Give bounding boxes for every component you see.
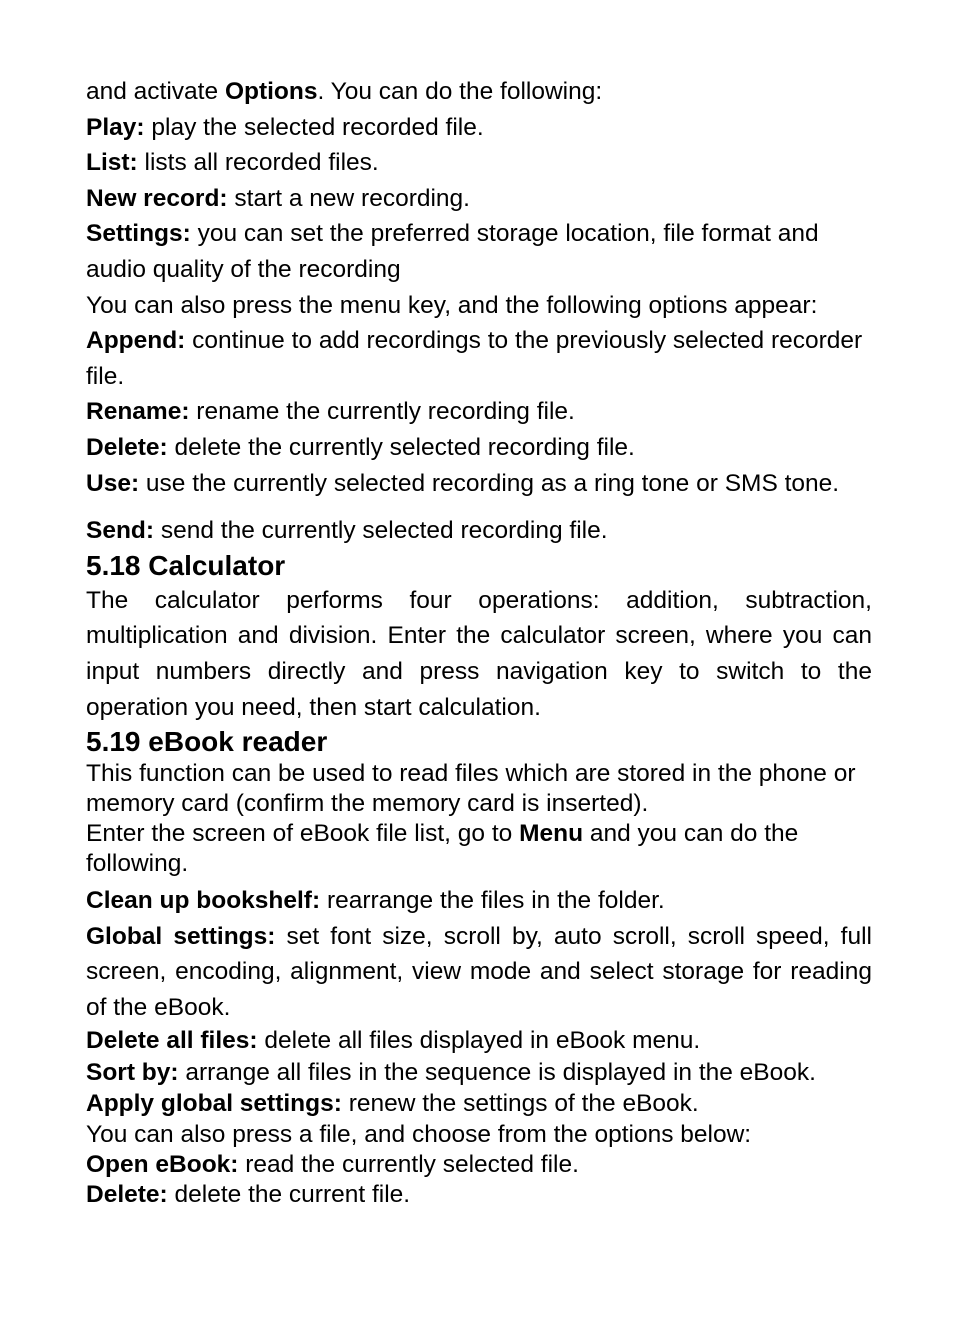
- option-term: Delete all files:: [86, 1027, 258, 1055]
- ebook-option-delete-all: [86, 1025, 872, 1057]
- option-term: Open eBook:: [86, 1150, 239, 1178]
- menu-option-use: [86, 466, 872, 502]
- option-term: Use:: [86, 469, 140, 497]
- menu-option-append: [86, 323, 872, 394]
- option-term: Sort by:: [86, 1058, 179, 1086]
- option-desc: renew the settings of the eBook.: [341, 1090, 699, 1118]
- option-desc: rearrange the files in the folder.: [320, 887, 665, 915]
- ebook-file-option-open: [86, 1150, 872, 1180]
- menu-option-delete: [86, 430, 872, 466]
- option-desc: delete the currently selected recording file.: [167, 433, 635, 461]
- calculator-body: The calculator performs four operations: addition, subtraction, multiplication and division. Enter the calculator screen, where you can input numbers directly and press navigation key to switch to the operation you need, then start calculation.: [86, 586, 872, 721]
- intro-text: and activate: [86, 78, 225, 105]
- options-term: Options: [224, 78, 318, 105]
- option-desc: continue to add recordings to the previously selected recorder file.: [86, 327, 863, 390]
- ebook-file-intro: You can also press a file, and choose from the options below:: [86, 1120, 752, 1148]
- ebook-heading: 5.19 eBook reader: [86, 726, 328, 758]
- ebook-option-sort-by: [86, 1057, 872, 1089]
- document-page: [86, 74, 872, 1210]
- option-term: Settings:: [86, 220, 191, 248]
- recorder-option-settings: [86, 216, 872, 287]
- option-term: New record:: [86, 184, 228, 212]
- option-desc: you can set the preferred storage location, file format and audio quality of the recording: [86, 220, 819, 283]
- option-desc: arrange all files in the sequence is displayed in the eBook.: [178, 1058, 816, 1086]
- recorder-option-play: [86, 110, 872, 146]
- option-desc: send the currently selected recording file.: [154, 517, 608, 545]
- options-intro: [86, 74, 872, 110]
- option-term: Append:: [86, 327, 186, 355]
- intro-text-end: . You can do the following:: [317, 78, 603, 105]
- option-desc: set font size, scroll by, auto scroll, scroll speed, full screen, encoding, alignment, view mode and select storage for reading of the eBook.: [86, 922, 872, 1021]
- ebook-option-global-settings: [86, 919, 872, 1026]
- ebook-option-apply-global: [86, 1088, 872, 1120]
- option-desc: lists all recorded files.: [137, 149, 379, 177]
- calculator-heading: 5.18 Calculator: [86, 549, 286, 581]
- option-term: Clean up bookshelf:: [86, 887, 321, 915]
- menu-option-rename: [86, 394, 872, 430]
- option-term: Send:: [86, 517, 155, 545]
- ebook-option-clean-up: [86, 883, 872, 919]
- option-term: Delete:: [86, 433, 168, 461]
- option-term: Global settings:: [86, 922, 276, 950]
- option-desc: delete all files displayed in eBook menu.: [257, 1027, 701, 1055]
- option-term: Delete:: [86, 1180, 168, 1208]
- recorder-option-new-record: [86, 181, 872, 217]
- menu-intro-text-end: and you can do the following.: [86, 820, 799, 878]
- option-desc: read the currently selected file.: [238, 1150, 579, 1178]
- option-desc: rename the currently recording file.: [189, 398, 575, 426]
- menu-term: Menu: [519, 820, 584, 848]
- menu-key-intro: You can also press the menu key, and the following options appear:: [86, 291, 818, 319]
- option-desc: use the currently selected recording as a ring tone or SMS tone.: [139, 469, 840, 497]
- option-term: Apply global settings:: [86, 1090, 342, 1118]
- ebook-file-option-delete: [86, 1180, 872, 1210]
- option-term: List:: [86, 149, 138, 177]
- option-desc: play the selected recorded file.: [144, 113, 484, 141]
- ebook-menu-intro: [86, 819, 872, 879]
- menu-intro-text: Enter the screen of eBook file list, go to: [86, 820, 520, 848]
- option-desc: start a new recording.: [227, 184, 470, 212]
- option-term: Play:: [86, 113, 145, 141]
- menu-option-send: [86, 513, 872, 549]
- recorder-option-list: [86, 145, 872, 181]
- ebook-intro: This function can be used to read files which are stored in the phone or memory card (confirm the memory card is inserted).: [86, 760, 856, 818]
- option-term: Rename:: [86, 398, 190, 426]
- option-desc: delete the current file.: [167, 1180, 411, 1208]
